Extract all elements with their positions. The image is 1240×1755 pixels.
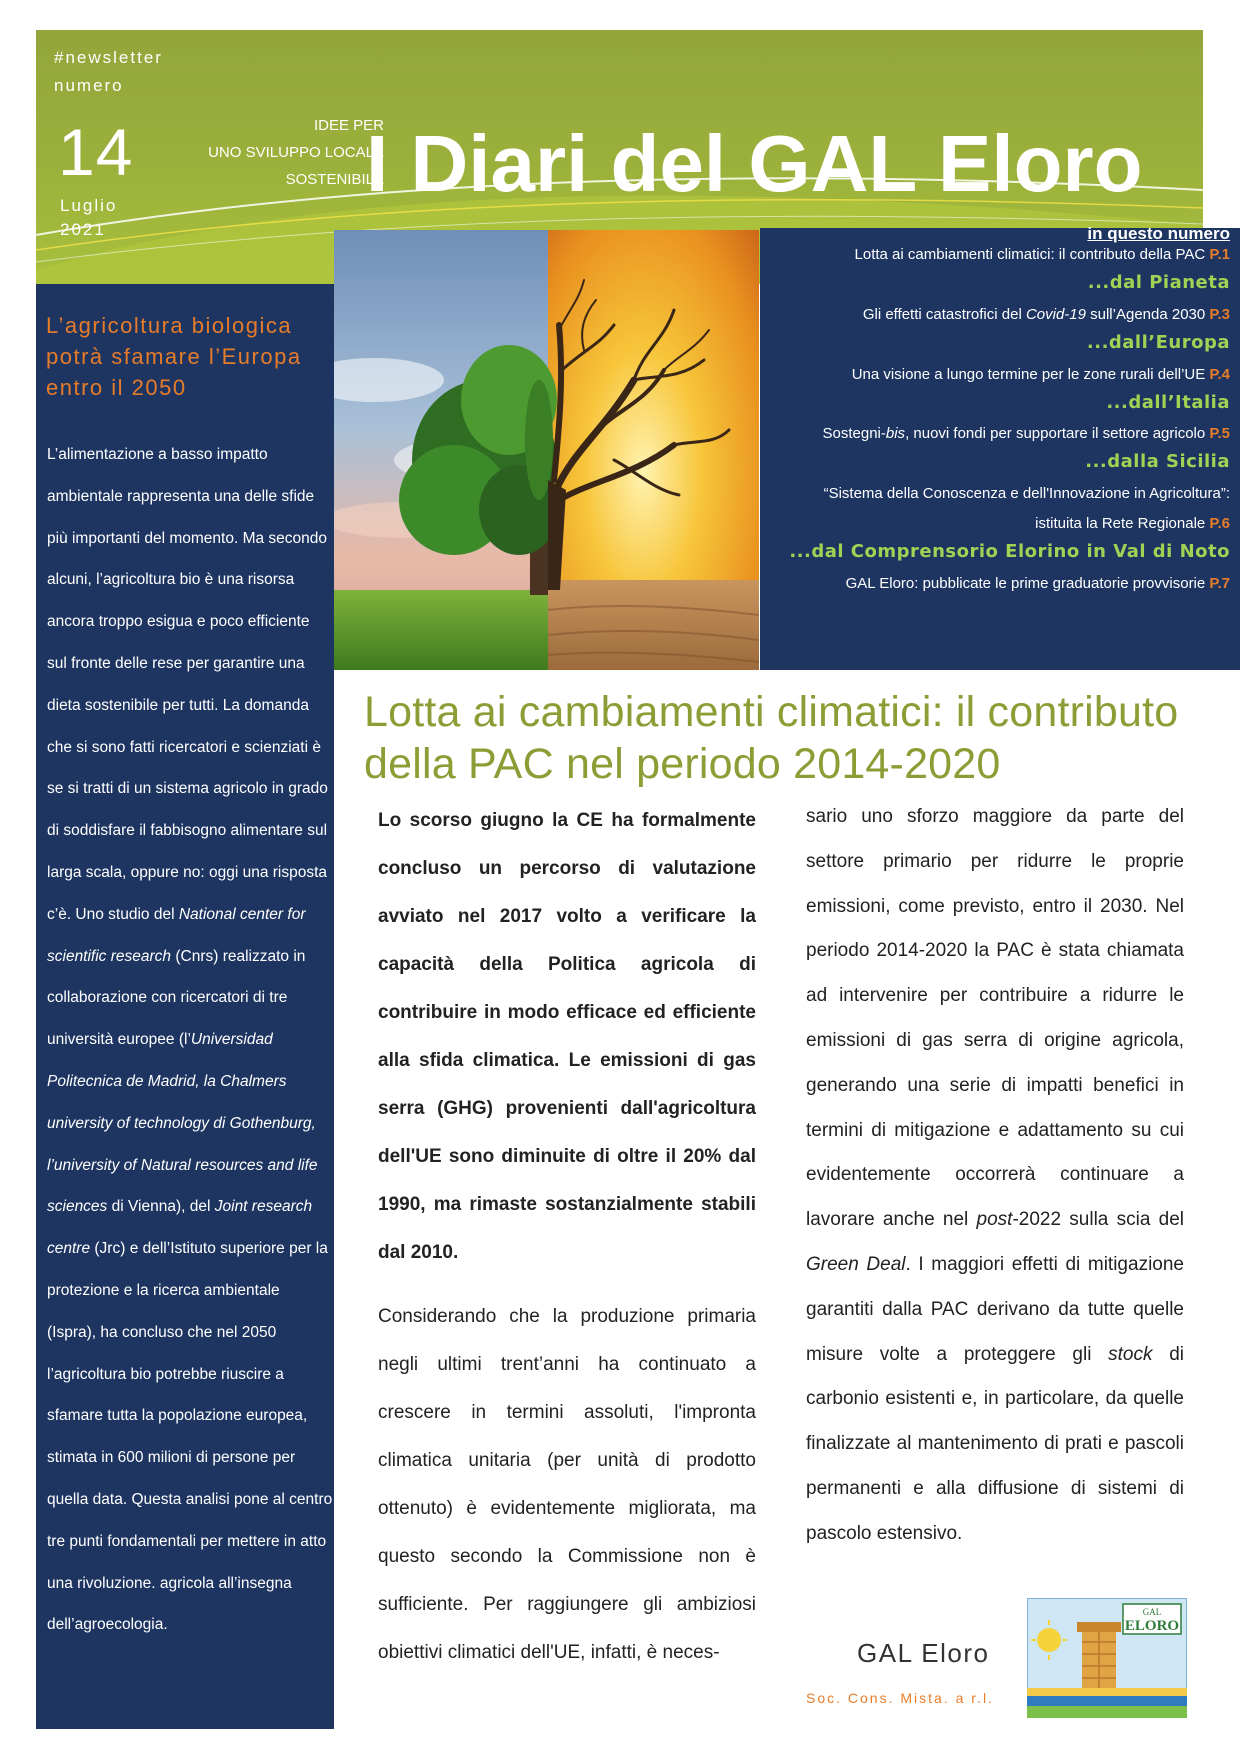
toc-item[interactable]: Lotta ai cambiamenti climatici: il contributo della PAC P.1 [854,246,1230,263]
article-title: Lotta ai cambiamenti climatici: il contributo della PAC nel periodo 2014-2020 [364,688,1179,788]
article-paragraph: Considerando che la produzione primaria negli ultimi trent’anni ha continuato a crescere in termini assoluti, l'impronta climatica unitaria (per unità di prodotto ottenuto) è evidentemente migliorata, ma questo secondo la Commissione non è sufficiente. Per raggiungere gli ambiziosi obiettivi climatici dell'UE, infatti, è neces- [378,1306,756,1663]
newsletter-tag: #newsletter numero [54,48,163,95]
toc-item-line[interactable]: “Sistema della Conoscenza e dell'Innovazione in Agricoltura”: [823,485,1230,502]
logo-gal-text: GAL [1142,1607,1162,1617]
toc-item[interactable]: Una visione a lungo termine per le zone rurali dell’UE P.4 [851,366,1230,383]
tagline: IDEE PER UNO SVILUPPO LOCALE SOSTENIBILE [208,117,384,188]
climate-tree-image [334,230,759,670]
sidebar-article [36,284,334,1729]
toc-section: ...dall’Italia [1106,392,1230,413]
toc-item[interactable]: GAL Eloro: pubblicate le prime graduatorie provvisorie P.7 [845,575,1230,592]
gal-eloro-logo [1027,1598,1187,1718]
organization-subtitle: Soc. Cons. Mista. a r.l. [806,1690,995,1706]
toc-item[interactable]: istituita la Rete Regionale P.6 [1035,515,1230,532]
toc-heading: in questo numero [1087,224,1230,243]
issue-date: Luglio 2021 [60,196,118,239]
organization-name: GAL Eloro [857,1638,990,1668]
article-lead: Lo scorso giugno la CE ha formalmente concluso un percorso di valutazione avviato nel 2017 volto a verificare la capacità della Politica agricola di contribuire in modo efficace ed efficiente alla sfida climatica. Le emissioni di gas serra (GHG) provenienti dall'agricoltura dell'UE sono diminuite di oltre il 20% dal 1990, ma rimaste sostanzialmente stabili dal 2010. [378,810,756,1263]
article-column-2: sario uno sforzo maggiore da parte del settore primario per ridurre le proprie emissioni, come previsto, entro il 2030. Nel periodo 2014-2020 la PAC è stata chiamata ad intervenire per contribuire a ridurre le emissioni di gas serra di origine agricola, generando una serie di impatti benefici in termini di mitigazione e adattamento su cui evidentemente occorrerà continuare a lavorare anche nel post-2022 sulla scia del Green Deal. I maggiori effetti di mitigazione garantiti dalla PAC derivano da tutte quelle misure volte a proteggere gli stock di carbonio esistenti e, in particolare, da quelle finalizzate al mantenimento di prati e pascoli permanenti e alla diffusione di sistemi di pascolo estensivo. [806,806,1184,1544]
toc-section: ...dall’Europa [1086,332,1230,353]
toc-item[interactable]: Gli effetti catastrofici del Covid-19 sull’Agenda 2030 P.3 [862,306,1230,323]
article-column-1 [378,797,756,1677]
toc-section: ...dal Pianeta [1087,272,1230,293]
toc-section: ...dal Comprensorio Elorino in Val di Noto [789,541,1230,562]
toc-section: ...dalla Sicilia [1085,451,1230,472]
issue-number: 14 [58,115,134,189]
toc-item[interactable]: Sostegni-bis, nuovi fondi per supportare il settore agricolo P.5 [822,425,1230,442]
logo-eloro-text: ELORO [1124,1618,1180,1634]
sidebar-body: L’alimentazione a basso impatto ambientale rappresenta una delle sfide più importanti del momento. Ma secondo alcuni, l’agricoltura bio è una risorsa ancora troppo esigua e poco efficiente sul fronte delle rese per garantire una dieta sostenibile per tutti. La domanda che si sono fatti ricercatori e scienziati è se si tratti di un sistema agricolo in grado di soddisfare il fabbisogno alimentare sul larga scala, oppure no: oggi una risposta c’è. Uno studio del National center for scientific research (Cnrs) realizzato in collaborazione con ricercatori di tre università europee (l’Universidad Politecnica de Madrid, la Chalmers university of technology di Gothenburg, l’university of Natural resources and life sciences di Vienna), del Joint research centre (Jrc) e dell’Istituto superiore per la protezione e la ricerca ambientale (Ispra), ha concluso che nel 2050 l’agricoltura bio potrebbe riuscire a sfamare tutta la popolazione europea, stimata in 600 milioni di persone per quella data. Questa analisi pone al centro tre punti fondamentali per mettere in atto una rivoluzione. agricola all’insegna dell’agroecologia. [47,446,333,1634]
sidebar-headline: L’agricoltura biologica potrà sfamare l’Europa entro il 2050 [46,313,302,400]
table-of-contents [760,224,1240,670]
newsletter-title: I Diari del GAL Eloro [366,119,1143,208]
